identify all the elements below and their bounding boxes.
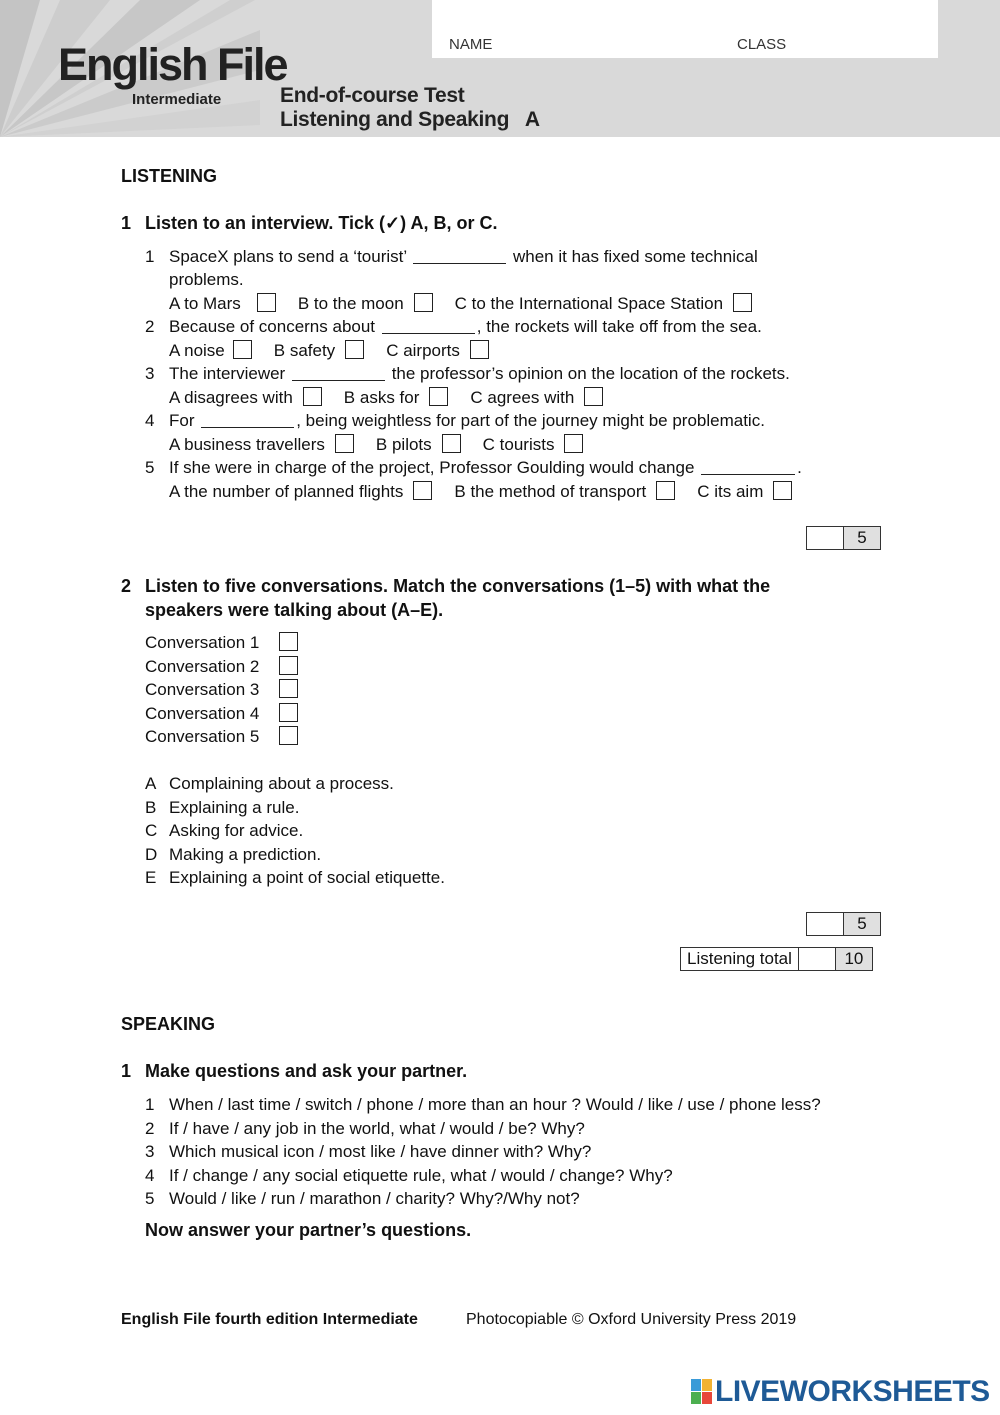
topic-letter: A [145, 774, 157, 793]
question-text: For [169, 411, 195, 430]
topic-item [145, 772, 445, 796]
listening-total-label: Listening total [681, 948, 799, 970]
logo-title: English File [58, 39, 287, 90]
name-field-label: NAME [449, 36, 493, 53]
answer-blank [413, 247, 506, 264]
speaking-question [145, 1140, 821, 1164]
speaking-question [145, 1093, 821, 1117]
task-number: 2 [121, 576, 132, 596]
tick-box[interactable] [584, 387, 603, 406]
conversation-label: Conversation 5 [145, 727, 260, 746]
tick-box[interactable] [257, 293, 276, 312]
conversation-list [145, 631, 320, 749]
topic-item [145, 796, 445, 820]
name-class-box [432, 0, 938, 58]
total-max: 10 [836, 948, 872, 970]
liveworksheets-watermark [691, 1375, 990, 1409]
question-2 [145, 315, 762, 339]
answer-blank [292, 364, 385, 381]
question-text: , the rockets will take off from the sea. [476, 317, 762, 336]
topic-letter: E [145, 868, 157, 887]
question-text: . [797, 458, 802, 477]
task2-score-box [806, 912, 881, 936]
question-number: 1 [145, 247, 155, 266]
question-5-options [169, 480, 792, 504]
question-text: when it has fixed some technical [512, 247, 758, 266]
footer-copyright: Photocopiable © Oxford University Press 2019 [466, 1311, 797, 1328]
option-label: C airports [386, 341, 460, 360]
total-score-input[interactable] [799, 948, 836, 970]
option-label: B safety [273, 341, 336, 360]
task-instruction: Make questions and ask your partner. [145, 1061, 468, 1081]
topic-letter: D [145, 844, 158, 864]
option-label: A the number of planned flights [169, 482, 404, 501]
speaking-closing-instruction: Now answer your partner’s questions. [145, 1220, 472, 1240]
question-1-continued: problems. [169, 270, 244, 289]
listening-total-box [680, 947, 873, 971]
question-number: 5 [145, 458, 155, 477]
option-label: C agrees with [470, 388, 575, 407]
task1-score-box [806, 526, 881, 550]
question-text: When / last time / switch / phone / more than an hour ? Would / like / use / phone less? [169, 1095, 821, 1114]
question-4 [145, 409, 765, 433]
task-instruction: Listen to an interview. Tick (✓) A, B, or C. [145, 213, 498, 233]
answer-box[interactable] [279, 703, 298, 722]
question-text: Which musical icon / most like / have dinner with? Why? [169, 1142, 592, 1161]
tick-box[interactable] [656, 481, 675, 500]
class-field-label: CLASS [737, 36, 787, 53]
tick-box[interactable] [233, 340, 252, 359]
english-file-logo [58, 39, 287, 108]
question-3 [145, 362, 790, 386]
conversation-row [145, 655, 320, 679]
question-1-options [169, 292, 774, 316]
tick-box[interactable] [733, 293, 752, 312]
question-number: 4 [145, 1165, 155, 1185]
speaking-heading: SPEAKING [121, 1014, 216, 1034]
question-1 [145, 245, 758, 269]
tick-box[interactable] [303, 387, 322, 406]
option-label: B to the moon [297, 294, 404, 313]
tick-box[interactable] [442, 434, 461, 453]
answer-blank [701, 458, 795, 475]
question-text: SpaceX plans to send a ‘tourist’ [169, 247, 407, 266]
answer-box[interactable] [279, 679, 298, 698]
tick-box[interactable] [413, 481, 432, 500]
speaking-question [145, 1164, 821, 1188]
option-label: C its aim [697, 482, 764, 501]
conversation-label: Conversation 2 [145, 656, 260, 676]
question-number: 2 [145, 1118, 155, 1138]
topic-item [145, 843, 445, 867]
tick-box[interactable] [773, 481, 792, 500]
score-max: 5 [844, 913, 880, 935]
test-title: End-of-course Test [280, 84, 465, 107]
topic-text: Explaining a point of social etiquette. [169, 868, 445, 887]
question-text: If she were in charge of the project, Professor Goulding would change [169, 458, 695, 477]
speaking-question-list [145, 1093, 821, 1211]
speaking-task1-instruction [121, 1060, 467, 1084]
conversation-row [145, 702, 320, 726]
conversation-label: Conversation 1 [145, 633, 260, 652]
question-5 [145, 456, 802, 480]
option-label: B asks for [343, 388, 420, 407]
question-2-options [169, 339, 511, 363]
option-label: A to Mars [169, 294, 241, 313]
question-number: 5 [145, 1189, 155, 1208]
page-header [0, 0, 1000, 137]
test-title-block [280, 84, 540, 132]
question-text: Would / like / run / marathon / charity? Why?/Why not? [169, 1189, 580, 1208]
question-text: the professor’s opinion on the location of the rockets. [391, 364, 790, 383]
logo-subtitle: Intermediate [132, 91, 222, 108]
tick-box[interactable] [429, 387, 448, 406]
task-number: 1 [121, 213, 132, 233]
option-label: C tourists [482, 435, 555, 454]
topic-letter: C [145, 821, 158, 840]
task-instruction: Listen to five conversations. Match the conversations (1–5) with what the [145, 576, 771, 596]
option-label: B pilots [375, 435, 432, 454]
answer-box[interactable] [279, 656, 298, 675]
question-text: , being weightless for part of the journey might be problematic. [296, 411, 765, 430]
answer-blank [382, 317, 475, 334]
score-input[interactable] [807, 913, 844, 935]
conversation-label: Conversation 4 [145, 703, 260, 723]
option-label: C to the International Space Station [454, 294, 724, 313]
topic-list [145, 772, 445, 890]
question-text: If / change / any social etiquette rule, what / would / change? Why? [169, 1165, 673, 1185]
task-instruction-continued: speakers were talking about (A–E). [145, 599, 444, 620]
score-input[interactable] [807, 527, 844, 549]
question-number: 4 [145, 411, 155, 430]
question-number: 3 [145, 364, 155, 383]
conversation-label: Conversation 3 [145, 680, 260, 699]
answer-blank [201, 411, 294, 428]
listening-heading: LISTENING [121, 166, 218, 186]
topic-item [145, 819, 445, 843]
answer-box[interactable] [279, 632, 298, 651]
listening-task2-instruction [121, 575, 770, 622]
score-max: 5 [844, 527, 880, 549]
tick-box[interactable] [345, 340, 364, 359]
footer-book-title: English File fourth edition Intermediate [121, 1311, 418, 1328]
conversation-row [145, 678, 320, 702]
question-number: 3 [145, 1142, 155, 1161]
listening-task1-instruction [121, 212, 497, 236]
task-number: 1 [121, 1061, 132, 1081]
tick-box[interactable] [335, 434, 354, 453]
topic-text: Making a prediction. [169, 844, 322, 864]
question-text: The interviewer [169, 364, 286, 383]
tick-box[interactable] [414, 293, 433, 312]
liveworksheets-icon [691, 1379, 713, 1405]
topic-text: Complaining about a process. [169, 774, 394, 793]
answer-box[interactable] [279, 726, 298, 745]
test-subtitle: Listening and Speaking A [280, 108, 540, 131]
tick-box[interactable] [564, 434, 583, 453]
question-number: 1 [145, 1095, 155, 1114]
topic-item [145, 866, 445, 890]
tick-box[interactable] [470, 340, 489, 359]
option-label: A business travellers [169, 435, 325, 454]
topic-text: Explaining a rule. [169, 797, 300, 817]
question-4-options [169, 433, 605, 457]
option-label: A disagrees with [169, 388, 293, 407]
topic-letter: B [145, 797, 157, 817]
speaking-question [145, 1187, 821, 1211]
speaking-question [145, 1117, 821, 1141]
question-number: 2 [145, 317, 155, 336]
option-label: A noise [169, 341, 225, 360]
topic-text: Asking for advice. [169, 821, 304, 840]
question-text: If / have / any job in the world, what / would / be? Why? [169, 1118, 585, 1138]
option-label: B the method of transport [454, 482, 647, 501]
conversation-row [145, 725, 320, 749]
question-3-options [169, 386, 625, 410]
liveworksheets-text: LIVEWORKSHEETS [715, 1375, 990, 1408]
conversation-row [145, 631, 320, 655]
question-text: Because of concerns about [169, 317, 376, 336]
